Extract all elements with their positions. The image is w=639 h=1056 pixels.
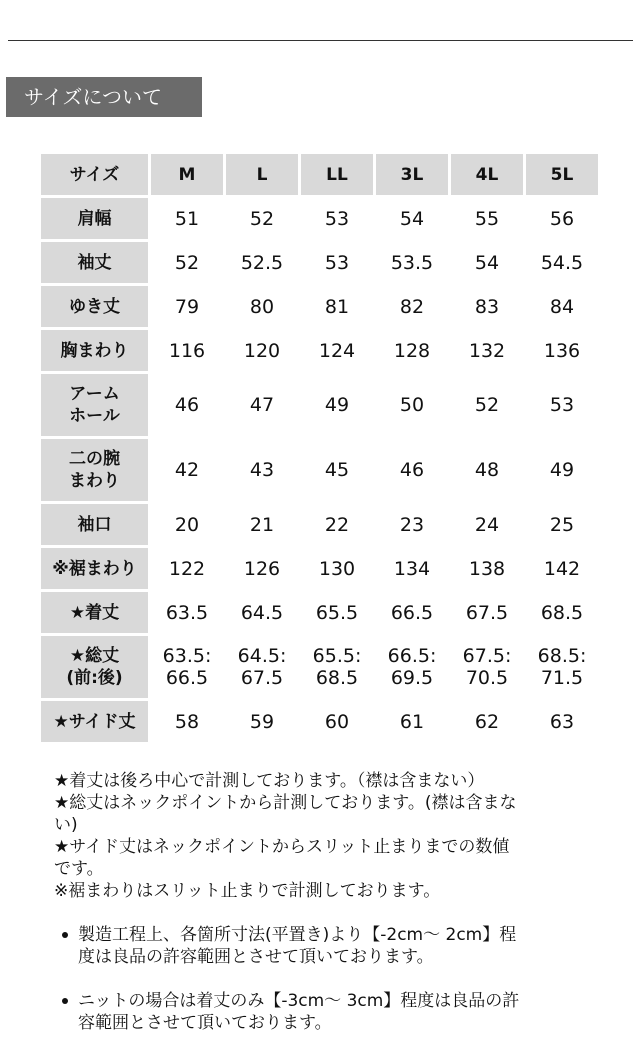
table-cell: 83 [451,286,523,327]
row-label-line: まわり [69,471,120,491]
table-cell: 82 [376,286,448,327]
cell-value-line: 65.5: [312,645,362,667]
note-line: い) [54,815,78,835]
note-line: ★総丈はネックポイントから計測しております。(襟は含まな [54,793,517,813]
table-cell: 66.5 [376,592,448,633]
table-row [41,636,598,698]
row-label-cell [41,592,148,633]
table-cell: 45 [301,439,373,501]
row-label-line: ゆき丈 [69,296,120,317]
table-cell: 51 [151,198,223,239]
table-cell: 54.5 [526,242,598,283]
table-row [41,242,598,283]
row-label-line: 袖口 [77,514,112,535]
table-cell: 120 [226,330,298,371]
table-row [41,504,598,545]
table-cell: 53.5 [376,242,448,283]
header-cell-m: M [151,154,223,195]
row-label-cell [41,504,148,545]
note-line: ★サイド丈はネックポイントからスリット止まりまでの数値 [54,837,510,857]
cell-value-line: 70.5 [465,667,509,689]
table-cell: 54 [451,242,523,283]
table-cell: 132 [451,330,523,371]
table-cell: 23 [376,504,448,545]
row-label-line: 袖丈 [77,252,112,273]
table-cell: 46 [376,439,448,501]
table-cell: 80 [226,286,298,327]
table-row [41,548,598,589]
table-cell [301,636,373,698]
table-cell: 122 [151,548,223,589]
table-cell: 22 [301,504,373,545]
table-cell: 50 [376,374,448,436]
table-row [41,330,598,371]
table-cell: 49 [526,439,598,501]
table-cell: 25 [526,504,598,545]
table-cell: 56 [526,198,598,239]
table-row [41,198,598,239]
row-label-line: ★総丈 [69,646,120,666]
note-line: ※裾まわりはスリット止まりで計測しております。 [54,881,441,901]
table-cell: 54 [376,198,448,239]
cell-value-line: 69.5 [390,667,434,689]
table-cell: 43 [226,439,298,501]
table-cell: 134 [376,548,448,589]
table-cell: 128 [376,330,448,371]
list-item [78,924,598,968]
size-table [38,151,601,745]
table-cell: 24 [451,504,523,545]
table-cell: 46 [151,374,223,436]
cell-value-line: 68.5: [537,645,587,667]
table-cell: 20 [151,504,223,545]
table-cell [526,636,598,698]
tolerance-list [78,924,598,1056]
row-label-line: アーム [69,384,120,404]
table-cell: 52 [226,198,298,239]
row-label-line: 二の腕 [69,449,120,469]
table-cell: 49 [301,374,373,436]
cell-value-line: 67.5: [462,645,512,667]
header-cell-3l: 3L [376,154,448,195]
table-cell: 52 [151,242,223,283]
table-cell [451,636,523,698]
header-cell-size: サイズ [41,154,148,195]
table-cell: 124 [301,330,373,371]
bullet-line: 度は良品の許容範囲とさせて頂いております。 [78,947,434,967]
table-row [41,374,598,436]
row-label-line: ホール [69,406,120,426]
list-item [78,990,598,1034]
table-row [41,701,598,742]
note-line: ★着丈は後ろ中心で計測しております。（襟は含まない） [54,771,485,791]
cell-value-line: 71.5 [540,667,584,689]
table-cell: 59 [226,701,298,742]
cell-value-line: 63.5: [162,645,212,667]
section-title: サイズについて [6,77,202,117]
bullet-line: 容範囲とさせて頂いております。 [78,1013,332,1033]
row-label-cell [41,548,148,589]
measurement-notes [54,770,594,902]
header-cell-l: L [226,154,298,195]
table-cell: 53 [301,242,373,283]
row-label-cell [41,636,148,698]
table-row [41,286,598,327]
row-label-line: ★サイド丈 [53,711,136,732]
row-label-line: 肩幅 [77,208,112,229]
row-label-cell [41,242,148,283]
cell-value-line: 64.5: [237,645,287,667]
header-cell-ll: LL [301,154,373,195]
table-cell: 60 [301,701,373,742]
table-cell: 53 [526,374,598,436]
table-cell: 142 [526,548,598,589]
table-cell: 48 [451,439,523,501]
table-cell: 68.5 [526,592,598,633]
table-cell: 67.5 [451,592,523,633]
table-header-row [41,154,598,195]
table-cell: 52 [451,374,523,436]
table-cell: 126 [226,548,298,589]
row-label-cell [41,374,148,436]
table-cell: 64.5 [226,592,298,633]
note-line: です。 [54,859,104,879]
bullet-icon [62,998,68,1004]
table-cell: 65.5 [301,592,373,633]
row-label-line: ※裾まわり [52,558,137,579]
row-label-cell [41,701,148,742]
table-cell: 47 [226,374,298,436]
table-cell: 63 [526,701,598,742]
cell-value-line: 67.5 [240,667,284,689]
bullet-icon [62,932,68,938]
table-cell [226,636,298,698]
cell-value-line: 66.5 [165,667,209,689]
row-label-cell [41,330,148,371]
table-cell: 130 [301,548,373,589]
row-label-line: 胸まわり [60,340,129,361]
table-cell: 79 [151,286,223,327]
header-cell-4l: 4L [451,154,523,195]
bullet-line: 製造工程上、各箇所寸法(平置き)より【-2cm～ 2cm】程 [78,925,517,945]
table-cell: 61 [376,701,448,742]
table-cell: 136 [526,330,598,371]
table-cell: 138 [451,548,523,589]
table-row [41,439,598,501]
cell-value-line: 66.5: [387,645,437,667]
row-label-cell [41,286,148,327]
table-cell: 62 [451,701,523,742]
table-cell: 116 [151,330,223,371]
table-cell: 42 [151,439,223,501]
header-cell-5l: 5L [526,154,598,195]
row-label-line: ★着丈 [69,602,120,623]
table-cell: 63.5 [151,592,223,633]
row-label-line: (前:後) [66,668,123,688]
table-cell: 58 [151,701,223,742]
table-cell: 52.5 [226,242,298,283]
table-cell [151,636,223,698]
row-label-cell [41,198,148,239]
table-cell [376,636,448,698]
table-cell: 81 [301,286,373,327]
table-cell: 84 [526,286,598,327]
table-cell: 21 [226,504,298,545]
bullet-line: ニットの場合は着丈のみ【-3cm～ 3cm】程度は良品の許 [78,991,520,1011]
cell-value-line: 68.5 [315,667,359,689]
table-cell: 53 [301,198,373,239]
table-row [41,592,598,633]
table-cell: 55 [451,198,523,239]
row-label-cell [41,439,148,501]
top-divider [8,40,633,41]
